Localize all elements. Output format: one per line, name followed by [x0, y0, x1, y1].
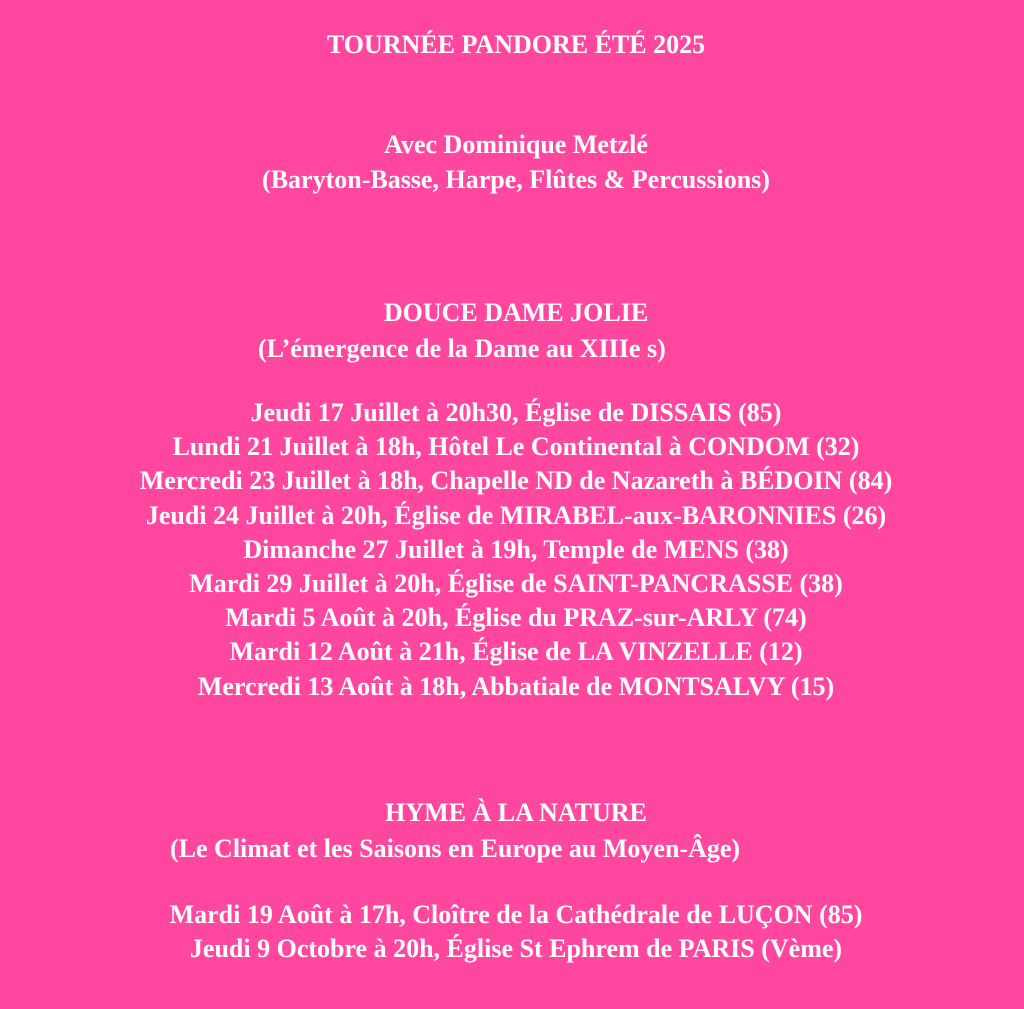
concert-date: Mardi 19 Août à 17h, Cloître de la Cathédrale de LUÇON (85) — [169, 900, 863, 929]
program-subtitle-hyme-a-la-nature: (Le Climat et les Saisons en Europe au Moyen-Âge) — [170, 834, 741, 863]
concert-date: Lundi 21 Juillet à 18h, Hôtel Le Continental à CONDOM (32) — [172, 432, 860, 462]
concert-date: Jeudi 9 Octobre à 20h, Église St Ephrem de PARIS (Vème) — [189, 934, 843, 963]
program-title-hyme-a-la-nature: HYME À LA NATURE — [385, 798, 647, 827]
concert-date: Mercredi 23 Juillet à 18h, Chapelle ND de Nazareth à BÉDOIN (84) — [139, 466, 893, 496]
concert-date: Mardi 29 Juillet à 20h, Église de SAINT-PANCRASSE (38) — [189, 569, 843, 599]
tour-title: TOURNÉE PANDORE ÉTÉ 2025 — [326, 30, 706, 59]
concert-date: Dimanche 27 Juillet à 19h, Temple de MENS (38) — [243, 534, 789, 564]
concert-date: Jeudi 24 Juillet à 20h, Église de MIRABEL-aux-BARONNIES (26) — [145, 500, 887, 530]
concert-date: Jeudi 17 Juillet à 20h30, Église de DISSAIS (85) — [250, 398, 782, 427]
concert-date: Mercredi 13 Août à 18h, Abbatiale de MONTSALVY (15) — [197, 671, 835, 701]
program-subtitle-douce-dame-jolie: (L’émergence de la Dame au XIIIe s) — [258, 334, 666, 363]
program-dates-hyme-a-la-nature — [0, 898, 1024, 966]
program-title-douce-dame-jolie: DOUCE DAME JOLIE — [383, 298, 649, 327]
concert-date: Mardi 5 Août à 20h, Église du PRAZ-sur-ARLY (74) — [225, 603, 807, 633]
performer-instruments: (Baryton-Basse, Harpe, Flûtes & Percussions) — [262, 165, 770, 194]
performer-name: Avec Dominique Metzlé — [384, 130, 648, 159]
concert-date: Mardi 12 Août à 21h, Église de LA VINZELLE (12) — [229, 637, 803, 667]
program-dates-douce-dame-jolie — [0, 396, 1024, 704]
